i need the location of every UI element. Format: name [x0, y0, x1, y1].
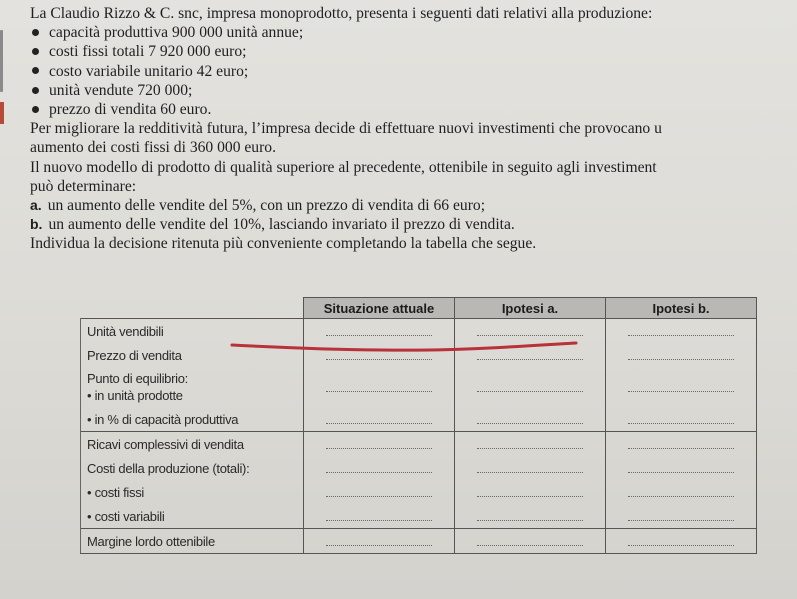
answer-blank[interactable] — [455, 319, 606, 344]
instruction-line: Individua la decisione ritenuta più conveniente completando la tabella che segue. — [30, 235, 537, 253]
table-row — [81, 504, 757, 529]
bullet-icon — [32, 106, 39, 113]
row-label: • costi fissi — [81, 480, 304, 504]
table-row — [81, 407, 757, 432]
row-label: • in % di capacità produttiva — [81, 407, 304, 432]
bullet-icon — [32, 29, 39, 36]
header-hypothesis-a: Ipotesi a. — [455, 298, 606, 319]
answer-blank[interactable] — [455, 456, 606, 480]
answer-blank[interactable] — [304, 480, 455, 504]
table-row — [81, 480, 757, 504]
answer-blank[interactable] — [606, 529, 757, 554]
answer-blank[interactable] — [455, 367, 606, 407]
row-label: • costi variabili — [81, 504, 304, 529]
option-a: a. un aumento delle vendite del 5%, con un prezzo di vendita di 66 euro; — [30, 196, 486, 214]
table-row — [81, 343, 757, 367]
problem-text — [30, 4, 797, 253]
answer-blank[interactable] — [606, 456, 757, 480]
body-line: Per migliorare la redditività futura, l’impresa decide di effettuare nuovi investimenti che provocano u — [30, 120, 662, 138]
answer-blank[interactable] — [304, 343, 455, 367]
row-label: Margine lordo ottenibile — [81, 529, 304, 554]
margin-tab — [0, 102, 4, 124]
option-b: b. un aumento delle vendite del 10%, lasciando invariato il prezzo di vendita. — [30, 216, 515, 234]
row-label: Costi della produzione (totali): — [81, 456, 304, 480]
body-line: aumento dei costi fissi di 360 000 euro. — [30, 139, 276, 157]
header-hypothesis-b: Ipotesi b. — [606, 298, 757, 319]
answer-blank[interactable] — [304, 407, 455, 432]
bullet-item: costi fissi totali 7 920 000 euro; — [30, 42, 797, 61]
answer-blank[interactable] — [606, 343, 757, 367]
intro-line: La Claudio Rizzo & C. snc, impresa monoprodotto, presenta i seguenti dati relativi alla produzione: — [30, 5, 653, 22]
answer-blank[interactable] — [455, 529, 606, 554]
answer-blank[interactable] — [304, 504, 455, 529]
margin-bar — [0, 30, 3, 92]
body-line: può determinare: — [30, 177, 137, 195]
exercise-table — [80, 297, 757, 554]
header-current: Situazione attuale — [304, 298, 455, 319]
answer-blank[interactable] — [606, 407, 757, 432]
answer-blank[interactable] — [304, 432, 455, 457]
header-blank — [81, 298, 304, 319]
body-line: Il nuovo modello di prodotto di qualità superiore al precedente, ottenibile in seguito agli investiment — [30, 158, 657, 176]
table-row — [81, 319, 757, 344]
answer-blank[interactable] — [455, 480, 606, 504]
answer-blank[interactable] — [304, 529, 455, 554]
answer-blank[interactable] — [304, 456, 455, 480]
bullet-item: capacità produttiva 900 000 unità annue; — [30, 23, 797, 42]
bullet-icon — [32, 67, 39, 74]
bullet-icon — [32, 48, 39, 55]
bullet-item: unità vendute 720 000; — [30, 81, 797, 100]
table-row — [81, 529, 757, 554]
bullet-icon — [32, 87, 39, 94]
margin-marks — [0, 30, 10, 140]
table-row — [81, 456, 757, 480]
answer-blank[interactable] — [455, 343, 606, 367]
row-label: Unità vendibili — [81, 319, 304, 344]
bullet-item: costo variabile unitario 42 euro; — [30, 62, 797, 81]
answer-blank[interactable] — [455, 504, 606, 529]
answer-blank[interactable] — [304, 319, 455, 344]
answer-blank[interactable] — [455, 407, 606, 432]
row-label: Prezzo di vendita — [81, 343, 304, 367]
table-row — [81, 432, 757, 457]
bullet-item: prezzo di vendita 60 euro. — [30, 100, 797, 119]
answer-blank[interactable] — [455, 432, 606, 457]
answer-blank[interactable] — [606, 504, 757, 529]
row-label: Ricavi complessivi di vendita — [81, 432, 304, 457]
row-label: Punto di equilibrio: • in unità prodotte — [81, 367, 304, 407]
answer-blank[interactable] — [606, 367, 757, 407]
table-row — [81, 367, 757, 407]
answer-blank[interactable] — [304, 367, 455, 407]
answer-blank[interactable] — [606, 319, 757, 344]
answer-blank[interactable] — [606, 480, 757, 504]
comparison-table — [80, 297, 757, 554]
answer-blank[interactable] — [606, 432, 757, 457]
table-header-row — [81, 298, 757, 319]
